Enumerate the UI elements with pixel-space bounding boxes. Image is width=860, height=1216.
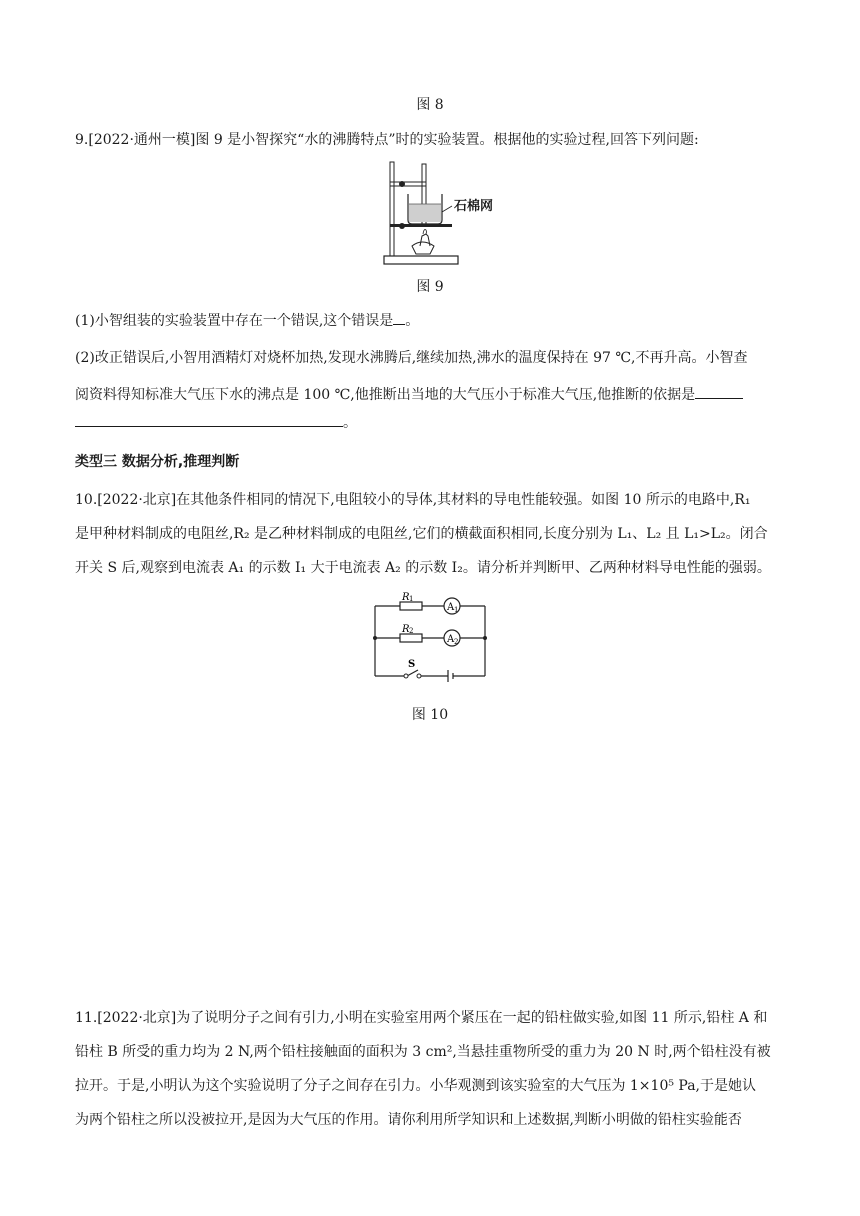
- question-9-part-1-end: 。: [405, 313, 420, 329]
- question-11-line-1: [75, 1008, 767, 1028]
- question-9-part-2-text: 阅资料得知标准大气压下水的沸点是 100 ℃,他推断出当地的大气压小于标准大气压,他推断的依据是: [75, 387, 696, 403]
- figure-10-a2-label: A: [447, 634, 455, 645]
- question-9-source: [2022·通州一模]: [88, 132, 196, 148]
- question-9-number: 9.: [75, 132, 89, 148]
- answer-blank: [393, 310, 405, 325]
- svg-text:1: 1: [454, 606, 459, 614]
- question-10-line-3: 开关 S 后,观察到电流表 A₁ 的示数 I₁ 大于电流表 A₂ 的示数 I₂。请分析并判断甲、乙两种材料导电性能的强弱。: [75, 560, 771, 576]
- figure-8-caption: 图 8: [416, 97, 444, 113]
- question-11-text: 为了说明分子之间有引力,小明在实验室用两个紧压在一起的铅柱做实验,如图 11 所示,铅柱 A 和: [176, 1010, 768, 1026]
- question-10-number: 10.: [75, 492, 98, 508]
- figure-10-circuit: [370, 592, 490, 684]
- question-9-part-2-end: 。: [343, 415, 357, 431]
- section-3-heading: 类型三 数据分析,推理判断: [75, 454, 240, 470]
- figure-10-r2-label: R: [402, 624, 410, 635]
- question-11-line-3: 拉开。于是,小明认为这个实验说明了分子之间存在引力。小华观测到该实验室的大气压为 1×10⁵ Pa,于是她认: [75, 1078, 757, 1094]
- question-10-line-1: [75, 490, 751, 510]
- answer-blank: [75, 412, 343, 427]
- question-9-part-2-line-1: (2)改正错误后,小智用酒精灯对烧杯加热,发现水沸腾后,继续加热,沸水的温度保持在 97 ℃,不再升高。小智查: [75, 350, 748, 366]
- figure-10-switch-label: S: [408, 659, 416, 670]
- question-9-text: 图 9 是小智探究“水的沸腾特点”时的实验装置。根据他的实验过程,回答下列问题:: [195, 132, 699, 148]
- question-9-part-1: [75, 310, 419, 331]
- figure-9-label-gauze: 石棉网: [454, 199, 494, 214]
- question-9-part-2-line-2: [75, 384, 743, 405]
- svg-text:1: 1: [409, 595, 414, 603]
- question-11-line-4: 为两个铅柱之所以没被拉开,是因为大气压的作用。请你利用所学知识和上述数据,判断小明做的铅柱实验能否: [75, 1112, 742, 1128]
- question-11-number: 11.: [75, 1010, 98, 1026]
- question-11-line-2: 铅柱 B 所受的重力均为 2 N,两个铅柱接触面的面积为 3 cm²,当悬挂重物所受的重力为 20 N 时,两个铅柱没有被: [75, 1044, 771, 1060]
- question-11-source: [2022·北京]: [97, 1010, 177, 1026]
- figure-10-r1-label: R: [402, 592, 410, 603]
- question-9-part-1-text: (1)小智组装的实验装置中存在一个错误,这个错误是: [75, 313, 394, 329]
- svg-text:2: 2: [454, 638, 459, 646]
- question-10-source: [2022·北京]: [97, 492, 177, 508]
- question-10-line-2: 是甲种材料制成的电阻丝,R₂ 是乙种材料制成的电阻丝,它们的横截面积相同,长度分别为 L₁、L₂ 且 L₁>L₂。闭合: [75, 526, 768, 542]
- figure-10-a1-label: A: [447, 602, 455, 613]
- figure-9-apparatus: [382, 160, 472, 270]
- answer-blank: [695, 384, 743, 399]
- figure-9-caption: 图 9: [416, 279, 444, 295]
- figure-10-caption: 图 10: [411, 707, 449, 723]
- svg-text:2: 2: [409, 627, 414, 635]
- question-10-text: 在其他条件相同的情况下,电阻较小的导体,其材料的导电性能较强。如图 10 所示的电路中,: [176, 492, 735, 508]
- question-9-stem: [75, 130, 699, 150]
- question-10-r1: R₁: [734, 492, 751, 508]
- question-9-part-2-line-3: [75, 412, 357, 433]
